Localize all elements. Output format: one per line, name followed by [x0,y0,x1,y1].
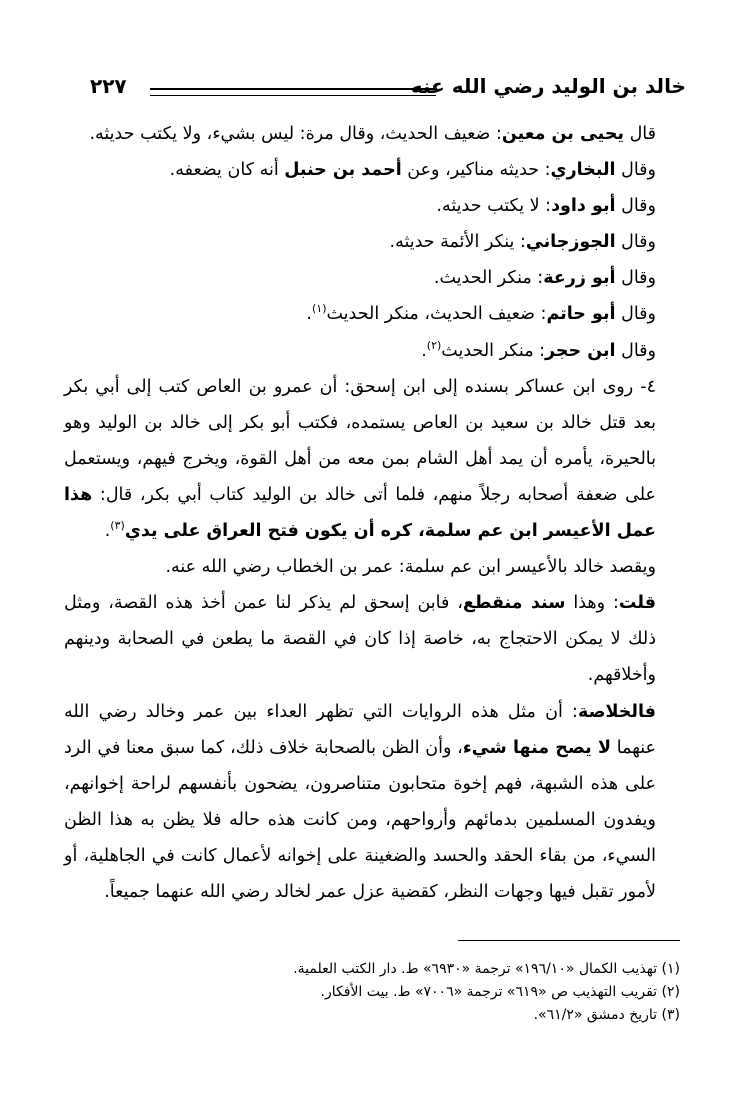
footnote-item: (٢) تقريب التهذيب ص «٦١٩» ترجمة «٧٠٠٦» ط. بيت الأفكار. [320,984,680,1000]
narrator-name: أبو زرعة [543,268,616,289]
paragraph-bukhari: وقال البخاري: حديثه مناكير، وعن أحمد بن حنبل أنه كان يضعفه. [169,160,656,181]
page-number: ٢٢٧ [90,74,127,98]
narrator-name: يحيى بن معين [501,124,625,144]
paragraph-label: قلت [618,593,656,614]
paragraph-conclusion: فالخلاصة: أن مثل هذه الروايات التي تظهر العداء بين عمر وخالد رضي الله عنهما لا يصح منها شيء، وأن الظن بالصحابة خلاف ذلك، كما سبق معنا في الرد على هذه الشبهة، فهم إخوة متحابون متناصرون، يضحون بأنفسهم لراحة إخوانهم، ويفدون المسلمين بدمائهم وأرواحهم، ومن كانت هذه حاله فلا يظن به هذا الظن السيء، من بقاء الحقد والحسد والضغينة على إخوانه لأعمال كانت في الجاهلية، أو لأمور تقبل فيها وجهات النظر، كقضية عزل عمر لخالد رضي الله عنهما جميعاً. [64,701,656,902]
narrator-name: البخاري [550,160,616,181]
footnote-separator [458,940,680,941]
narrator-name: أبو حاتم [546,304,616,325]
paragraph-al-uaysir: ويقصد خالد بالأعيسر ابن عم سلمة: عمر بن الخطاب رضي الله عنه. [165,557,656,578]
running-title: خالد بن الوليد رضي الله عنه [410,74,686,98]
paragraph-ibn-hajar: وقال ابن حجر: منكر الحديث$^{(٢)}$. [421,338,656,361]
paragraph-qultu: قلت: وهذا سند منقطع، فابن إسحق لم يذكر لنا عمن أخذ هذه القصة، ومثل ذلك لا يمكن الاحتجاج به، خاصة إذا كان في القصة ما يطعن في الصحابة ودينهم وأخلاقهم. [64,593,656,686]
narrator-name: ابن حجر [545,340,616,361]
quoted-speech: هذا عمل الأعيسر ابن عم سلمة، كره أن يكون فتح العراق على يدي [64,484,656,542]
narrator-name: أبو داود [551,196,616,217]
paragraph-yahya: قال يحيى بن معين: ضعيف الحديث، وقال مرة: ليس بشيء، ولا يكتب حديثه. [89,124,656,144]
footnote-item: (١) تهذيب الكمال «١٩٦/١٠» ترجمة «٦٩٣٠» ط. دار الكتب العلمية. [293,961,680,977]
paragraph-ibn-asakir: ٤- روى ابن عساكر بسنده إلى ابن إسحق: أن عمرو بن العاص كتب إلى أبي بكر بعد قتل خالد بن سعيد بن العاص يستمده، فكتب أبو بكر إلى خالد بن الوليد وهو بالحيرة، يأمره أن يمد أهل الشام بمن معه من أهل القوة، ويخرج فيهم، ويستعمل على ضعفة أصحابه رجلاً منهم، فلما أتى خالد بن الوليد كتاب أبي بكر، قال: هذا عمل الأعيسر ابن عم سلمة، كره أن يكون فتح العراق على يدي$^{(٣)}$. [64,376,656,542]
footnote-item: (٣) تاريخ دمشق «٦١/٢». [533,1007,680,1023]
narrator-name: الجوزجاني [525,232,616,253]
key-phrase: سند منقطع [462,593,566,614]
header-rule [150,88,436,96]
footnote-ref[interactable]: (١) [311,302,327,316]
paragraph-label: فالخلاصة [577,701,656,722]
paragraph-abu-zura: وقال أبو زرعة: منكر الحديث. [433,268,656,289]
narrator-name: أحمد بن حنبل [284,160,402,181]
footnote-ref[interactable]: (٢) [426,338,442,352]
footnotes [70,958,680,1027]
paragraph-abu-dawud: وقال أبو داود: لا يكتب حديثه. [436,196,656,217]
footnote-ref[interactable]: (٣) [110,519,125,533]
page-header [90,70,686,110]
paragraph-juzjani: وقال الجوزجاني: ينكر الأئمة حديثه. [389,232,656,253]
paragraph-abu-hatim: وقال أبو حاتم: ضعيف الحديث، منكر الحديث$^{(١)}$. [306,302,656,325]
main-text [64,116,684,910]
key-phrase: لا يصح منها شيء [462,737,612,758]
